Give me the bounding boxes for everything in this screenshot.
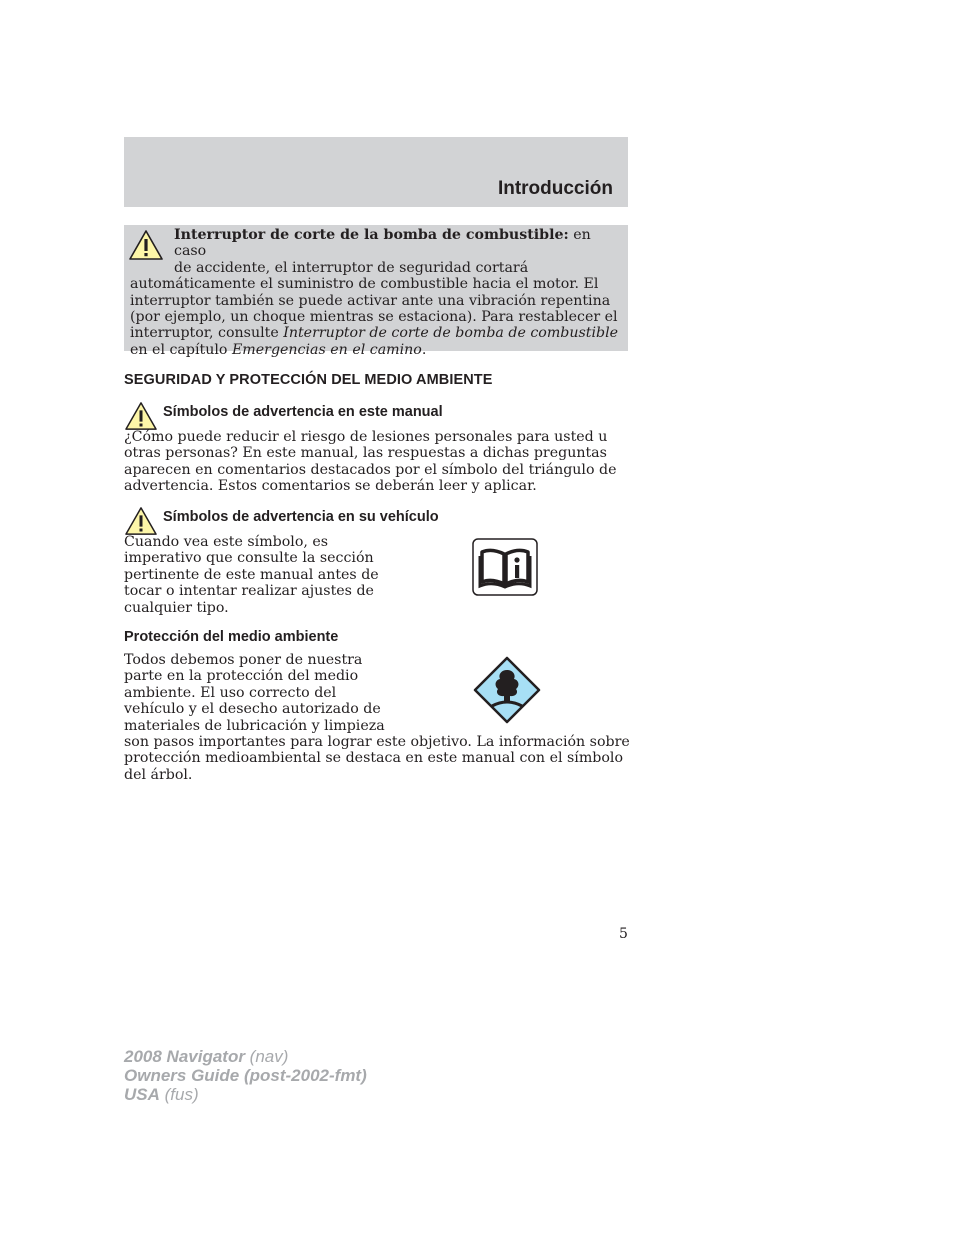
- paragraph-environment-lines: Todos debemos poner de nuestra parte en la protección del medio ambiente. El uso correcto del vehículo y el desecho autorizado de materiales de lubricación y limpieza: [124, 652, 385, 734]
- warning-chapter: Emergencias en el camino: [231, 341, 422, 358]
- manual-info-icon: [472, 538, 538, 596]
- subheading-environment: Protección del medio ambiente: [124, 629, 339, 645]
- warning-body: automáticamente el suministro de combustible hacia el motor. El interruptor también se puede activar ante una vibración repentina (por ejemplo, un choque mientras se estaciona). Para restablecer el interruptor, consulte: [130, 276, 618, 342]
- warning-box: [124, 225, 628, 358]
- subheading-vehicle-symbols: Símbolos de advertencia en su vehículo: [163, 509, 439, 525]
- paragraph-vehicle-symbols: Cuando vea este símbolo, es imperativo que consulte la sección pertinente de este manual antes de tocar o intentar realizar ajustes de cualquier tipo.: [124, 534, 379, 616]
- subheading-manual-symbols: Símbolos de advertencia en este manual: [163, 404, 443, 420]
- footer: 2008 Navigator (nav) Owners Guide (post-2002-fmt) USA (fus): [124, 1047, 367, 1104]
- warning-triangle-icon: [124, 401, 158, 431]
- paragraph-manual-symbols: ¿Cómo puede reducir el riesgo de lesiones personales para usted u otras personas? En este manual, las respuestas a dichas preguntas aparecen en comentarios destacados por el símbolo del triángulo de advertencia. Estos comentarios se deberán leer y aplicar.: [124, 429, 617, 495]
- section-heading: SEGURIDAD Y PROTECCIÓN DEL MEDIO AMBIENTE: [124, 372, 493, 388]
- page-number: 5: [619, 926, 628, 942]
- tree-diamond-icon: [473, 656, 541, 724]
- warning-text: Interruptor de corte de la bomba de combustible: en caso de accidente, el interruptor de seguridad cortará automáticamente el suministro de combustible hacia el motor. El interruptor también se puede activar ante una vibración repentina (por ejemplo, un choque mientras se estaciona). Para restablecer el interruptor, consulte Interruptor de corte de bomba de combustible en el capítulo Emergencias en el camino.: [130, 227, 619, 358]
- warning-triangle-icon: [124, 506, 158, 536]
- header-band: [124, 137, 628, 207]
- paragraph-environment-rest: son pasos importantes para lograr este objetivo. La información sobre protección medioambiental se destaca en este manual con el símbolo del árbol.: [124, 734, 630, 783]
- page-title: Introducción: [497, 178, 613, 199]
- warning-lead: Interruptor de corte de la bomba de combustible:: [174, 227, 569, 243]
- warning-ref: Interruptor de corte de bomba de combustible: [283, 325, 619, 342]
- warning-line2: de accidente, el interruptor de seguridad cortará: [174, 259, 529, 276]
